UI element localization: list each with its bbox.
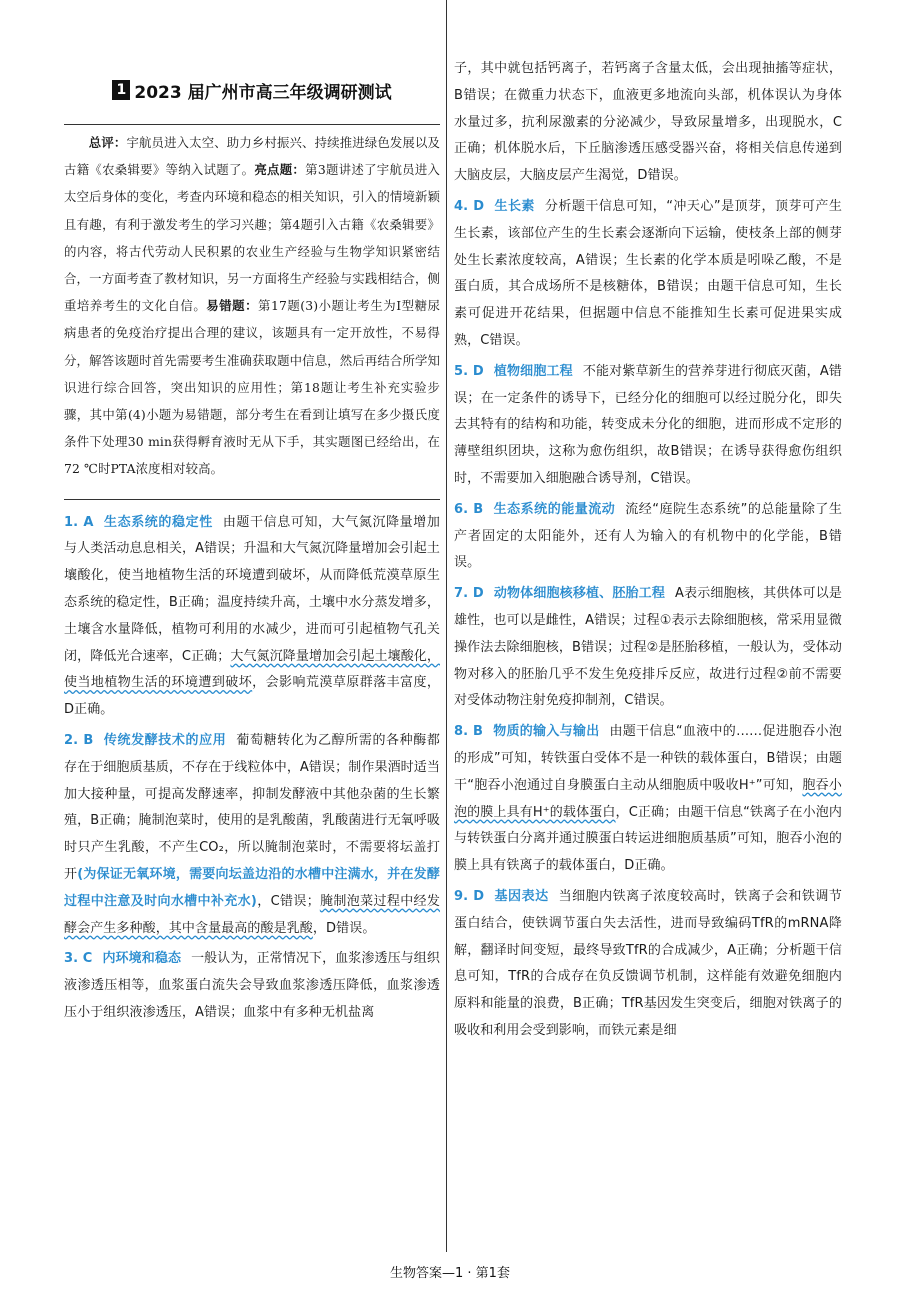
answer-label: 8. B — [454, 724, 484, 740]
summary-rule — [64, 499, 440, 500]
answer-q3-part1 — [64, 946, 440, 1026]
answer-label: 9. D — [454, 888, 485, 904]
summary-label-overall: 总评： — [88, 135, 127, 150]
answer-text: 子，其中就包括钙离子，若钙离子含量太低，会出现抽搐等症状，B错误；在微重力状态下，血液更多地流向头部，机体误认为身体水量过多，抗利尿激素的分泌减少，导致尿量增多，出现脱水，C正确；机体脱水后，下丘脑渗透压感受器兴奋，将相关信息传递到大脑皮层，大脑皮层产生渴觉，D错误。 — [454, 61, 842, 184]
summary-text-overall: 宇航员进入太空、助力乡村振兴、持续推进绿色发展以及古籍《农桑辑要》等纳入试题了。 — [64, 135, 440, 178]
column-divider — [446, 0, 447, 1252]
summary-text-error-prone: 第17题(3)小题让考生为Ⅰ型糖尿病患者的免疫治疗提出合理的建议，该题具有一定开放性，不易得分，解答该题时首先需要考生准确获取题中信息，然后再结合所学知识进行综合回答，突出知识的应用性；第18题让考生补充实验步骤，其中第(4)小题为易错题，部分考生在看到让填写在多少摄氏度条件下处理30 min获得孵育液时无从下手，其实题图已经给出，在72 ℃时PTA浓度相对较高。 — [64, 298, 441, 477]
answer-text: 由题干信息可知，大气氮沉降量增加与人类活动息息相关，A错误；升温和大气氮沉降量增加会引起土壤酸化，使当地植物生活的环境遭到破坏，从而降低荒漠草原生态系统的稳定性，B正确；温度持续升高，土壤中水分蒸发增多，土壤含水量降低，植物可利用的水减少，进而可引起植物气孔关闭，降低光合速率，C正确； — [64, 514, 440, 664]
summary-text-highlight: 第3题讲述了宇航员进入太空后身体的变化，考查内环境和稳态的相关知识，引入的情境新颖且有趣，有利于激发考生的学习兴趣；第4题引入古籍《农桑辑要》的内容，将古代劳动人民积累的农业生产经验与生物学知识紧密结合，一方面考查了教材知识，另一方面将生产经验与实践相结合，侧重培养考生的文化自信。 — [64, 162, 441, 314]
answer-label: 6. B — [454, 501, 484, 517]
topic-label: 动物体细胞核移植、胚胎工程 — [493, 586, 666, 602]
answer-q6 — [454, 497, 842, 577]
topic-label: 物质的输入与输出 — [493, 724, 600, 740]
title-number-badge: 1 — [112, 80, 130, 100]
answer-text: 一般认为，正常情况下，血浆渗透压与组织液渗透压相等，血浆蛋白流失会导致血浆渗透压降低，血浆渗透压小于组织液渗透压，A错误；血浆中有多种无机盐离 — [64, 951, 440, 1020]
answer-text: ，会影响荒漠草原群落丰富度，D正确。 — [64, 675, 440, 718]
summary-label-highlight: 亮点题： — [254, 162, 306, 178]
answer-text: 不能对紫草新生的营养芽进行彻底灭菌，A错误；在一定条件的诱导下，已经分化的细胞可以经过脱分化，即失去其特有的结构和功能，转变成未分化的细胞，进而形成不定形的薄壁组织团块，这称为愈伤组织，故B错误；在诱导获得愈伤组织时，不需要加入细胞融合诱导剂，C错误。 — [454, 363, 842, 486]
answer-q8 — [454, 719, 842, 880]
answer-q9 — [454, 884, 842, 1045]
topic-label: 生长素 — [494, 198, 535, 214]
right-column — [454, 0, 842, 1049]
underlined-text: 大气氮沉降量增加会引起土壤酸化，使当地植物生活的环境遭到破坏 — [64, 648, 440, 691]
answer-text: ，D错误。 — [312, 920, 376, 936]
answer-q2 — [64, 728, 440, 942]
summary-paragraph — [64, 129, 440, 483]
answer-q5 — [454, 359, 842, 493]
highlighted-note: (为保证无氧环境，需要向坛盖边沿的水槽中注满水，并在发酵过程中注意及时向水槽中补充水) — [64, 867, 440, 909]
underlined-text: 胞吞小泡的膜上具有H⁺的载体蛋白 — [454, 777, 842, 820]
answer-text: 由题干信息“血液中的……促进胞吞小泡的形成”可知，转铁蛋白受体不是一种铁的载体蛋白，B错误；由题干“胞吞小泡通过自身膜蛋白主动从细胞质中吸收H⁺”可知， — [454, 724, 842, 793]
topic-label: 内环境和稳态 — [102, 951, 182, 967]
summary-label-error-prone: 易错题： — [206, 298, 259, 314]
underlined-text: 腌制泡菜过程中经发酵会产生多种酸，其中含量最高的酸是乳酸 — [64, 893, 440, 936]
topic-label: 基因表达 — [494, 888, 549, 904]
answer-text: ，C错误； — [256, 893, 320, 909]
answer-q4 — [454, 194, 842, 355]
topic-label: 生态系统的能量流动 — [493, 501, 616, 517]
title-rule — [64, 124, 440, 125]
answer-label: 2. B — [64, 733, 94, 749]
answer-text: 葡萄糖转化为乙醇所需的各种酶都存在于细胞质基质，不存在于线粒体中，A错误；制作果酒时适当加大接种量，可提高发酵速率，抑制发酵液中其他杂菌的生长繁殖，B正确；腌制泡菜时，使用的是乳酸菌，乳酸菌进行无氧呼吸时只产生乳酸，不产生CO₂，所以腌制泡菜时，不需要将坛盖打开 — [64, 733, 440, 882]
answer-label: 4. D — [454, 198, 485, 214]
left-column — [64, 0, 440, 1031]
answer-text: 流经“庭院生态系统”的总能量除了生产者固定的太阳能外，还有人为输入的有机物中的化学能，B错误。 — [454, 501, 842, 571]
topic-label: 生态系统的稳定性 — [103, 514, 213, 530]
topic-label: 传统发酵技术的应用 — [103, 733, 227, 749]
answer-label: 5. D — [454, 363, 484, 379]
answer-q1 — [64, 510, 440, 724]
answer-text: A表示细胞核，其供体可以是雄性，也可以是雌性，A错误；过程①表示去除细胞核，常采用显微操作法去除细胞核，B错误；过程②是胚胎移植，一般认为，受体动物对移入的胚胎几乎不发生免疫排斥反应，故进行过程②前不需要对受体动物注射免疫抑制剂，C错误。 — [454, 586, 843, 709]
page-title — [64, 70, 440, 110]
answer-text: ，C正确；由题干信息“铁离子在小泡内与转铁蛋白分离并通过膜蛋白转运进细胞质基质”可知，胞吞小泡的膜上具有铁离子的载体蛋白，D正确。 — [454, 804, 843, 874]
answer-text: 分析题干信息可知，“冲天心”是顶芽，顶芽可产生生长素，该部位产生的生长素会逐渐向下运输，使枝条上部的侧芽处生长素浓度较高，A错误；生长素的化学本质是吲哚乙酸，不是蛋白质，其合成场所不是核糖体，B错误；由题干信息可知，生长素可促进开花结果，但据题中信息不能推知生长素可促进果实成熟，C错误。 — [454, 198, 842, 348]
answer-q7 — [454, 581, 842, 715]
answer-label: 1. A — [64, 514, 94, 530]
answer-text: 当细胞内铁离子浓度较高时，铁离子会和铁调节蛋白结合，使铁调节蛋白失去活性，进而导致编码TfR的mRNA降解，翻译时间变短，最终导致TfR的合成减少，A正确；分析题干信息可知，TfR的合成存在负反馈调节机制，这样能有效避免细胞内原料和能量的浪费，B正确；TfR基因发生突变后，细胞对铁离子的吸收和利用会受到影响，而铁元素是细 — [454, 888, 843, 1038]
topic-label: 植物细胞工程 — [493, 363, 573, 379]
page-footer: 生物答案—1 · 第1套 — [390, 1266, 510, 1281]
title-text: 2023 届广州市高三年级调研测试 — [134, 82, 392, 103]
answer-q3-part2 — [454, 56, 842, 190]
answer-label: 3. C — [64, 951, 93, 967]
answer-label: 7. D — [454, 586, 484, 602]
